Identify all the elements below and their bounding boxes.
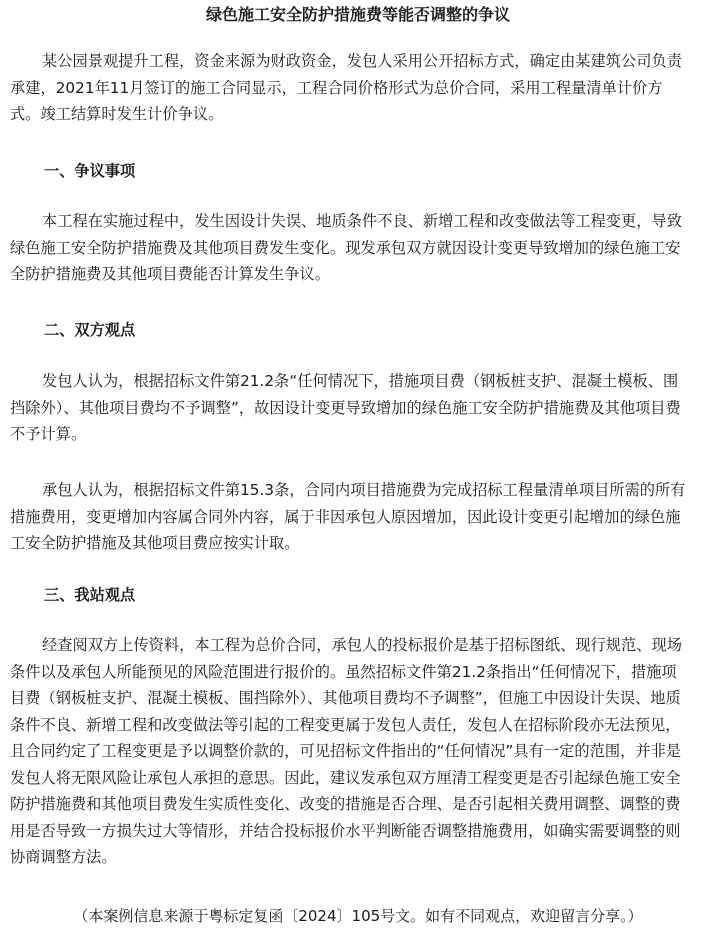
employer-view-paragraph: 发包人认为，根据招标文件第21.2条“任何情况下，措施项目费（钢板桩支护、混凝土模板、围挡除外）、其他项目费均不予调整”，故因设计变更导致增加的绿色施工安全防护措施费及其他项目费不予计算。 (10, 372, 681, 443)
intro-paragraph: 某公园景观提升工程，资金来源为财政资金，发包人采用公开招标方式，确定由某建筑公司负责承建，2021年11月签订的施工合同显示，工程合同价格形式为总价合同，采用工程量清单计价方式。竣工结算时发生计价争议。 (10, 52, 682, 123)
page-title: 绿色施工安全防护措施费等能否调整的争议 (205, 5, 510, 24)
dispute-paragraph: 本工程在实施过程中，发生因设计失误、地质条件不良、新增工程和改变做法等工程变更，导致绿色施工安全防护措施费及其他项目费发生变化。现发承包双方就因设计变更导致增加的绿色施工安全防护措施费及其他项目费能否计算发生争议。 (10, 212, 682, 283)
section-heading-dispute: 一、争议事项 (44, 162, 136, 180)
section-heading-views: 二、双方观点 (44, 321, 136, 339)
contractor-view-paragraph: 承包人认为，根据招标文件第15.3条，合同内项目措施费为完成招标工程量清单项目所需的所有措施费用，变更增加内容属合同外内容，属于非因承包人原因增加，因此设计变更引起增加的绿色施工安全防护措施及其他项目费应按实计取。 (10, 481, 686, 552)
opinion-paragraph: 经查阅双方上传资料，本工程为总价合同，承包人的投标报价是基于招标图纸、现行规范、现场条件以及承包人所能预见的风险范围进行报价的。虽然招标文件第21.2条指出“任何情况下，措施项目费（钢板桩支护、混凝土模板、围挡除外）、其他项目费均不予调整”，但施工中因设计失误、地质条件不良、新增工程和改变做法等引起的工程变更属于发包人责任，发包人在招标阶段亦无法预见，且合同约定了工程变更是予以调整价款的，可见招标文件指出的“任何情况”具有一定的范围，并非是发包人将无限风险让承包人承担的意思。因此，建议发承包双方厘清工程变更是否引起绿色施工安全防护措施费和其他项目费发生实质性变化、改变的措施是否合理、是否引起相关费用调整、调整的费用是否导致一方损失过大等情形，并结合投标报价水平判断能否调整措施费用，如确实需要调整的则协商调整方法。 (10, 636, 682, 866)
source-note: （本案例信息来源于粤标定复函〔2024〕105号文。如有不同观点，欢迎留言分享。） (73, 907, 643, 925)
section-heading-opinion: 三、我站观点 (44, 586, 136, 604)
